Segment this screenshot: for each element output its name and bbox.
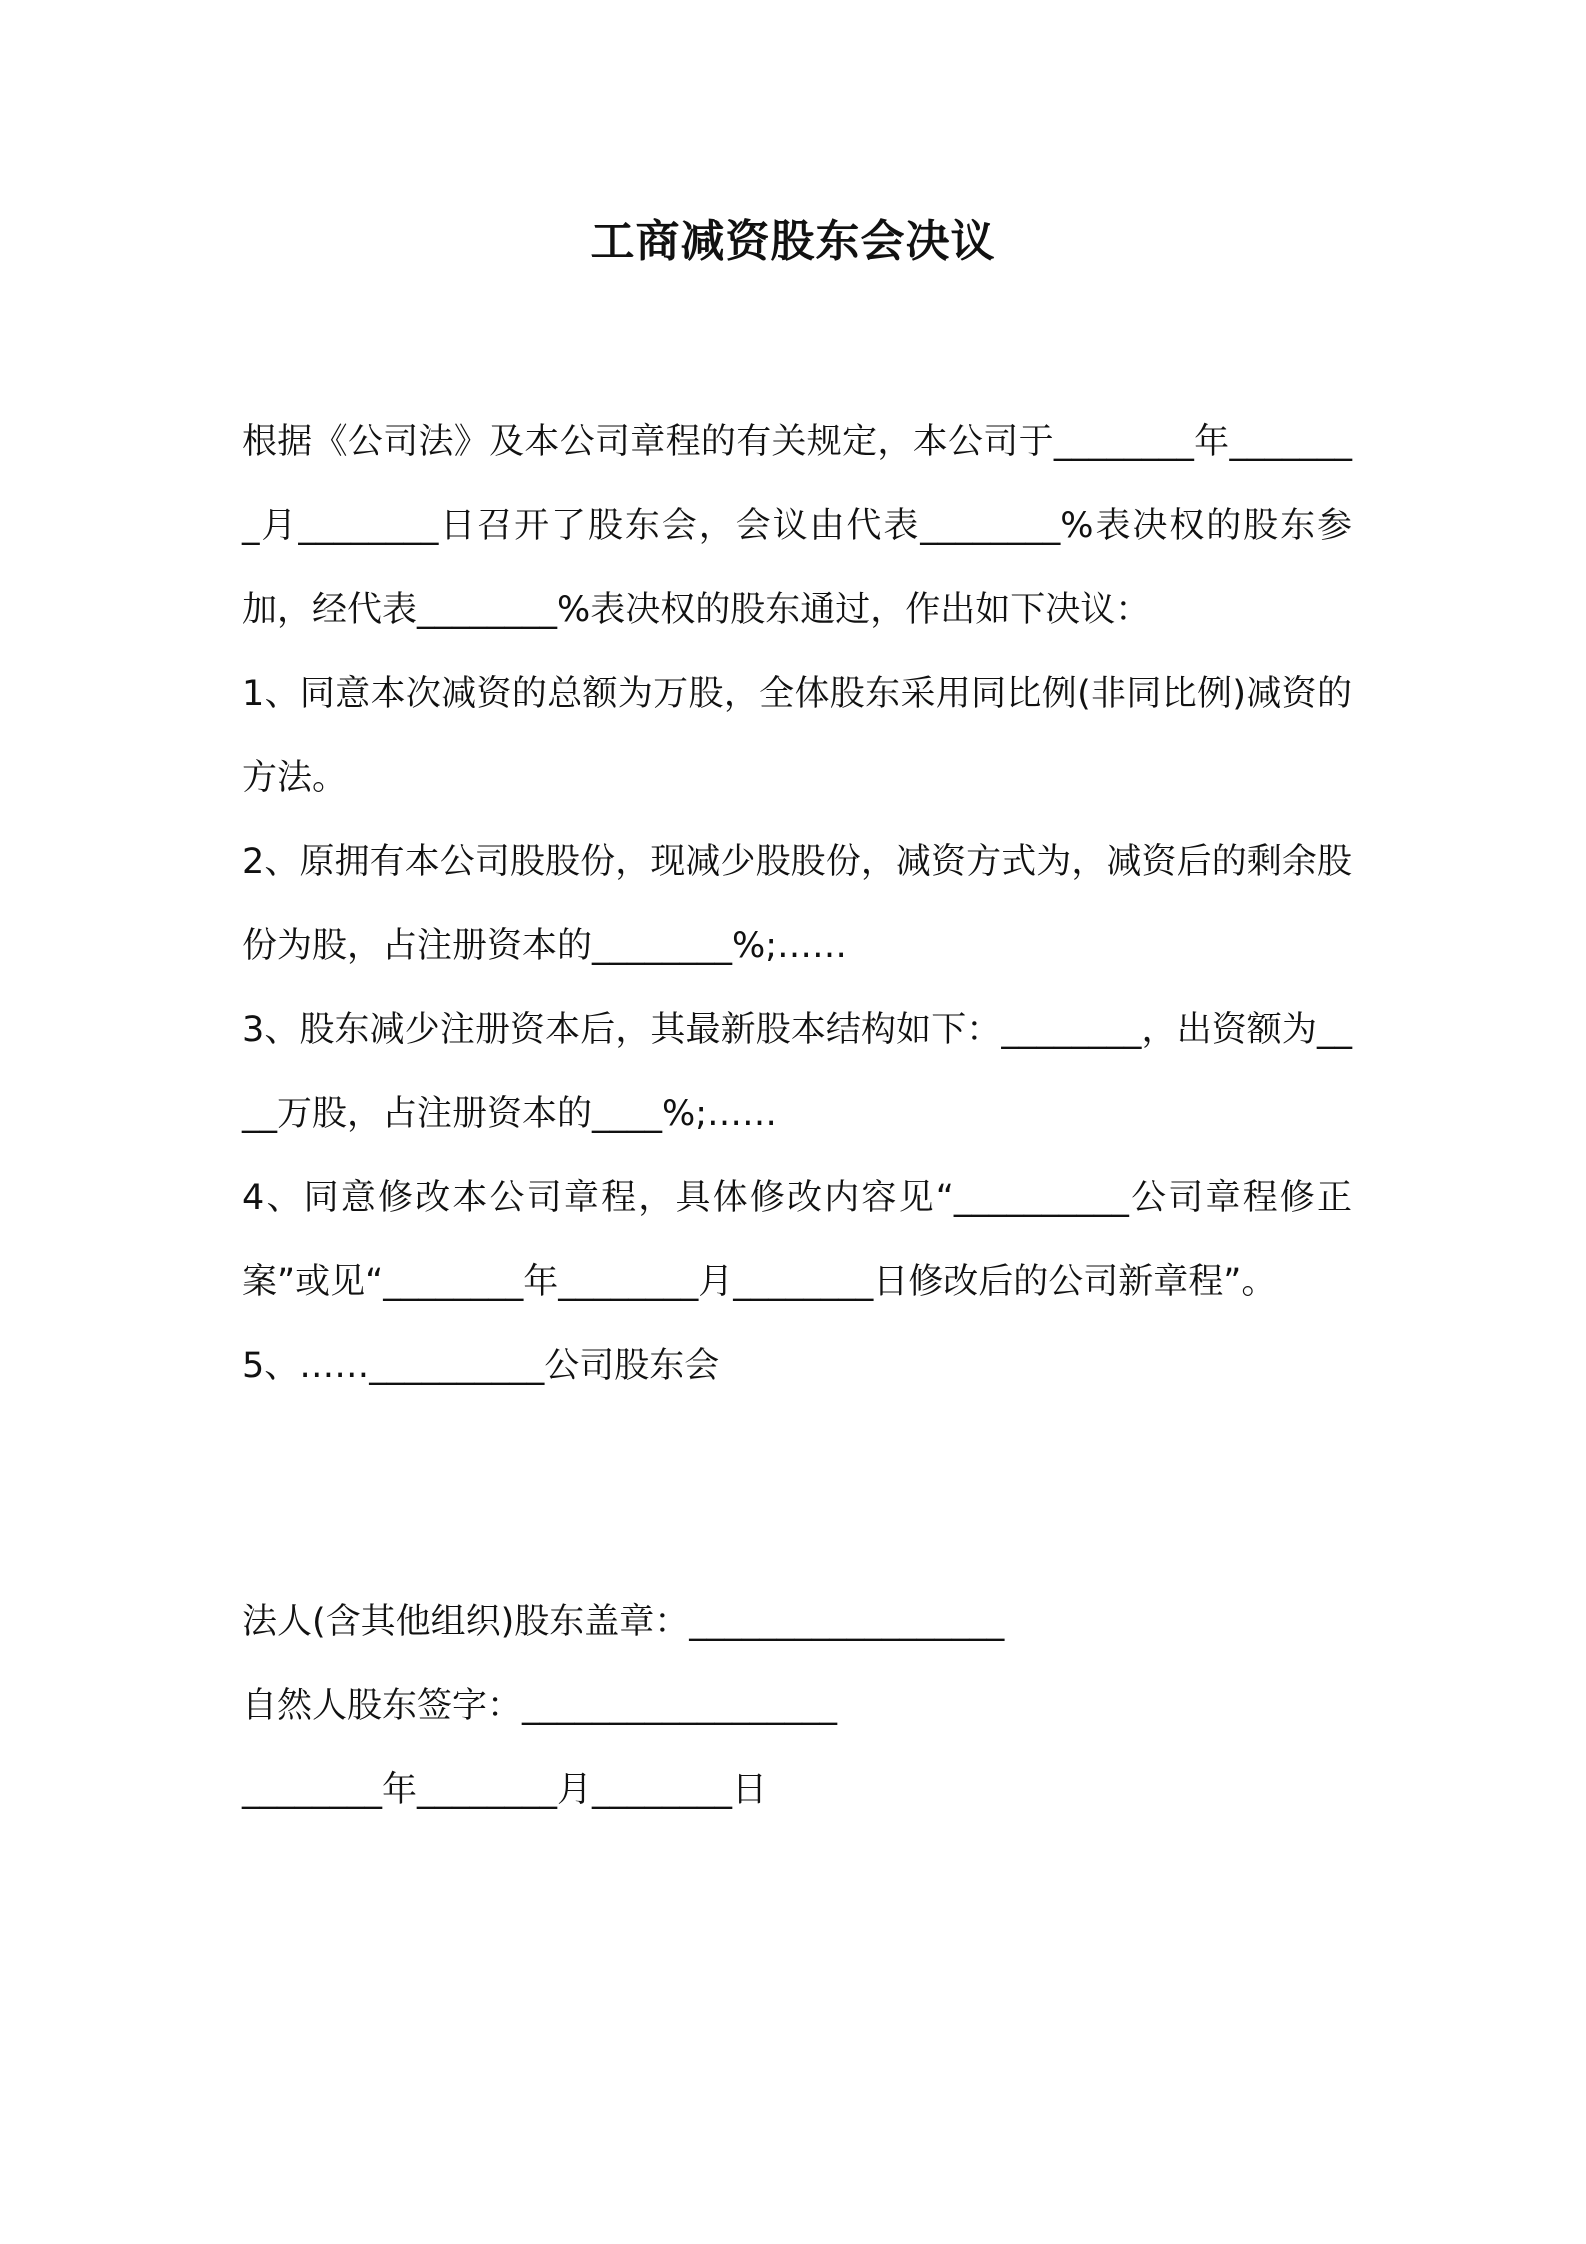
intro-paragraph: 根据《公司法》及本公司章程的有关规定，本公司于________年________月________日召开了股东会，会议由代表________%表决权的股东参加，经代表________%表决权的股东通过，作出如下决议： [242, 422, 1352, 630]
signature-block [242, 1580, 1352, 1832]
resolution-item-1: 1、同意本次减资的总额为万股，全体股东采用同比例(非同比例)减资的方法。 [242, 674, 1352, 798]
resolution-item-3: 3、股东减少注册资本后，其最新股本结构如下：________，出资额为____万股，占注册资本的____%;…… [242, 1010, 1352, 1134]
document-body [242, 400, 1352, 1408]
natural-person-signature-line: 自然人股东签字：__________________ [242, 1686, 838, 1726]
document-title: 工商减资股东会决议 [590, 216, 996, 267]
resolution-item-2: 2、原拥有本公司股股份，现减少股股份，减资方式为，减资后的剩余股份为股，占注册资本的________%;…… [242, 842, 1352, 966]
resolution-item-4: 4、同意修改本公司章程，具体修改内容见“__________公司章程修正案”或见“________年________月________日修改后的公司新章程”。 [242, 1178, 1352, 1302]
legal-person-stamp-line: 法人(含其他组织)股东盖章：__________________ [242, 1602, 1005, 1642]
resolution-item-5: 5、……__________公司股东会 [242, 1346, 720, 1386]
signature-date-line: ________年________月________日 [242, 1770, 768, 1810]
